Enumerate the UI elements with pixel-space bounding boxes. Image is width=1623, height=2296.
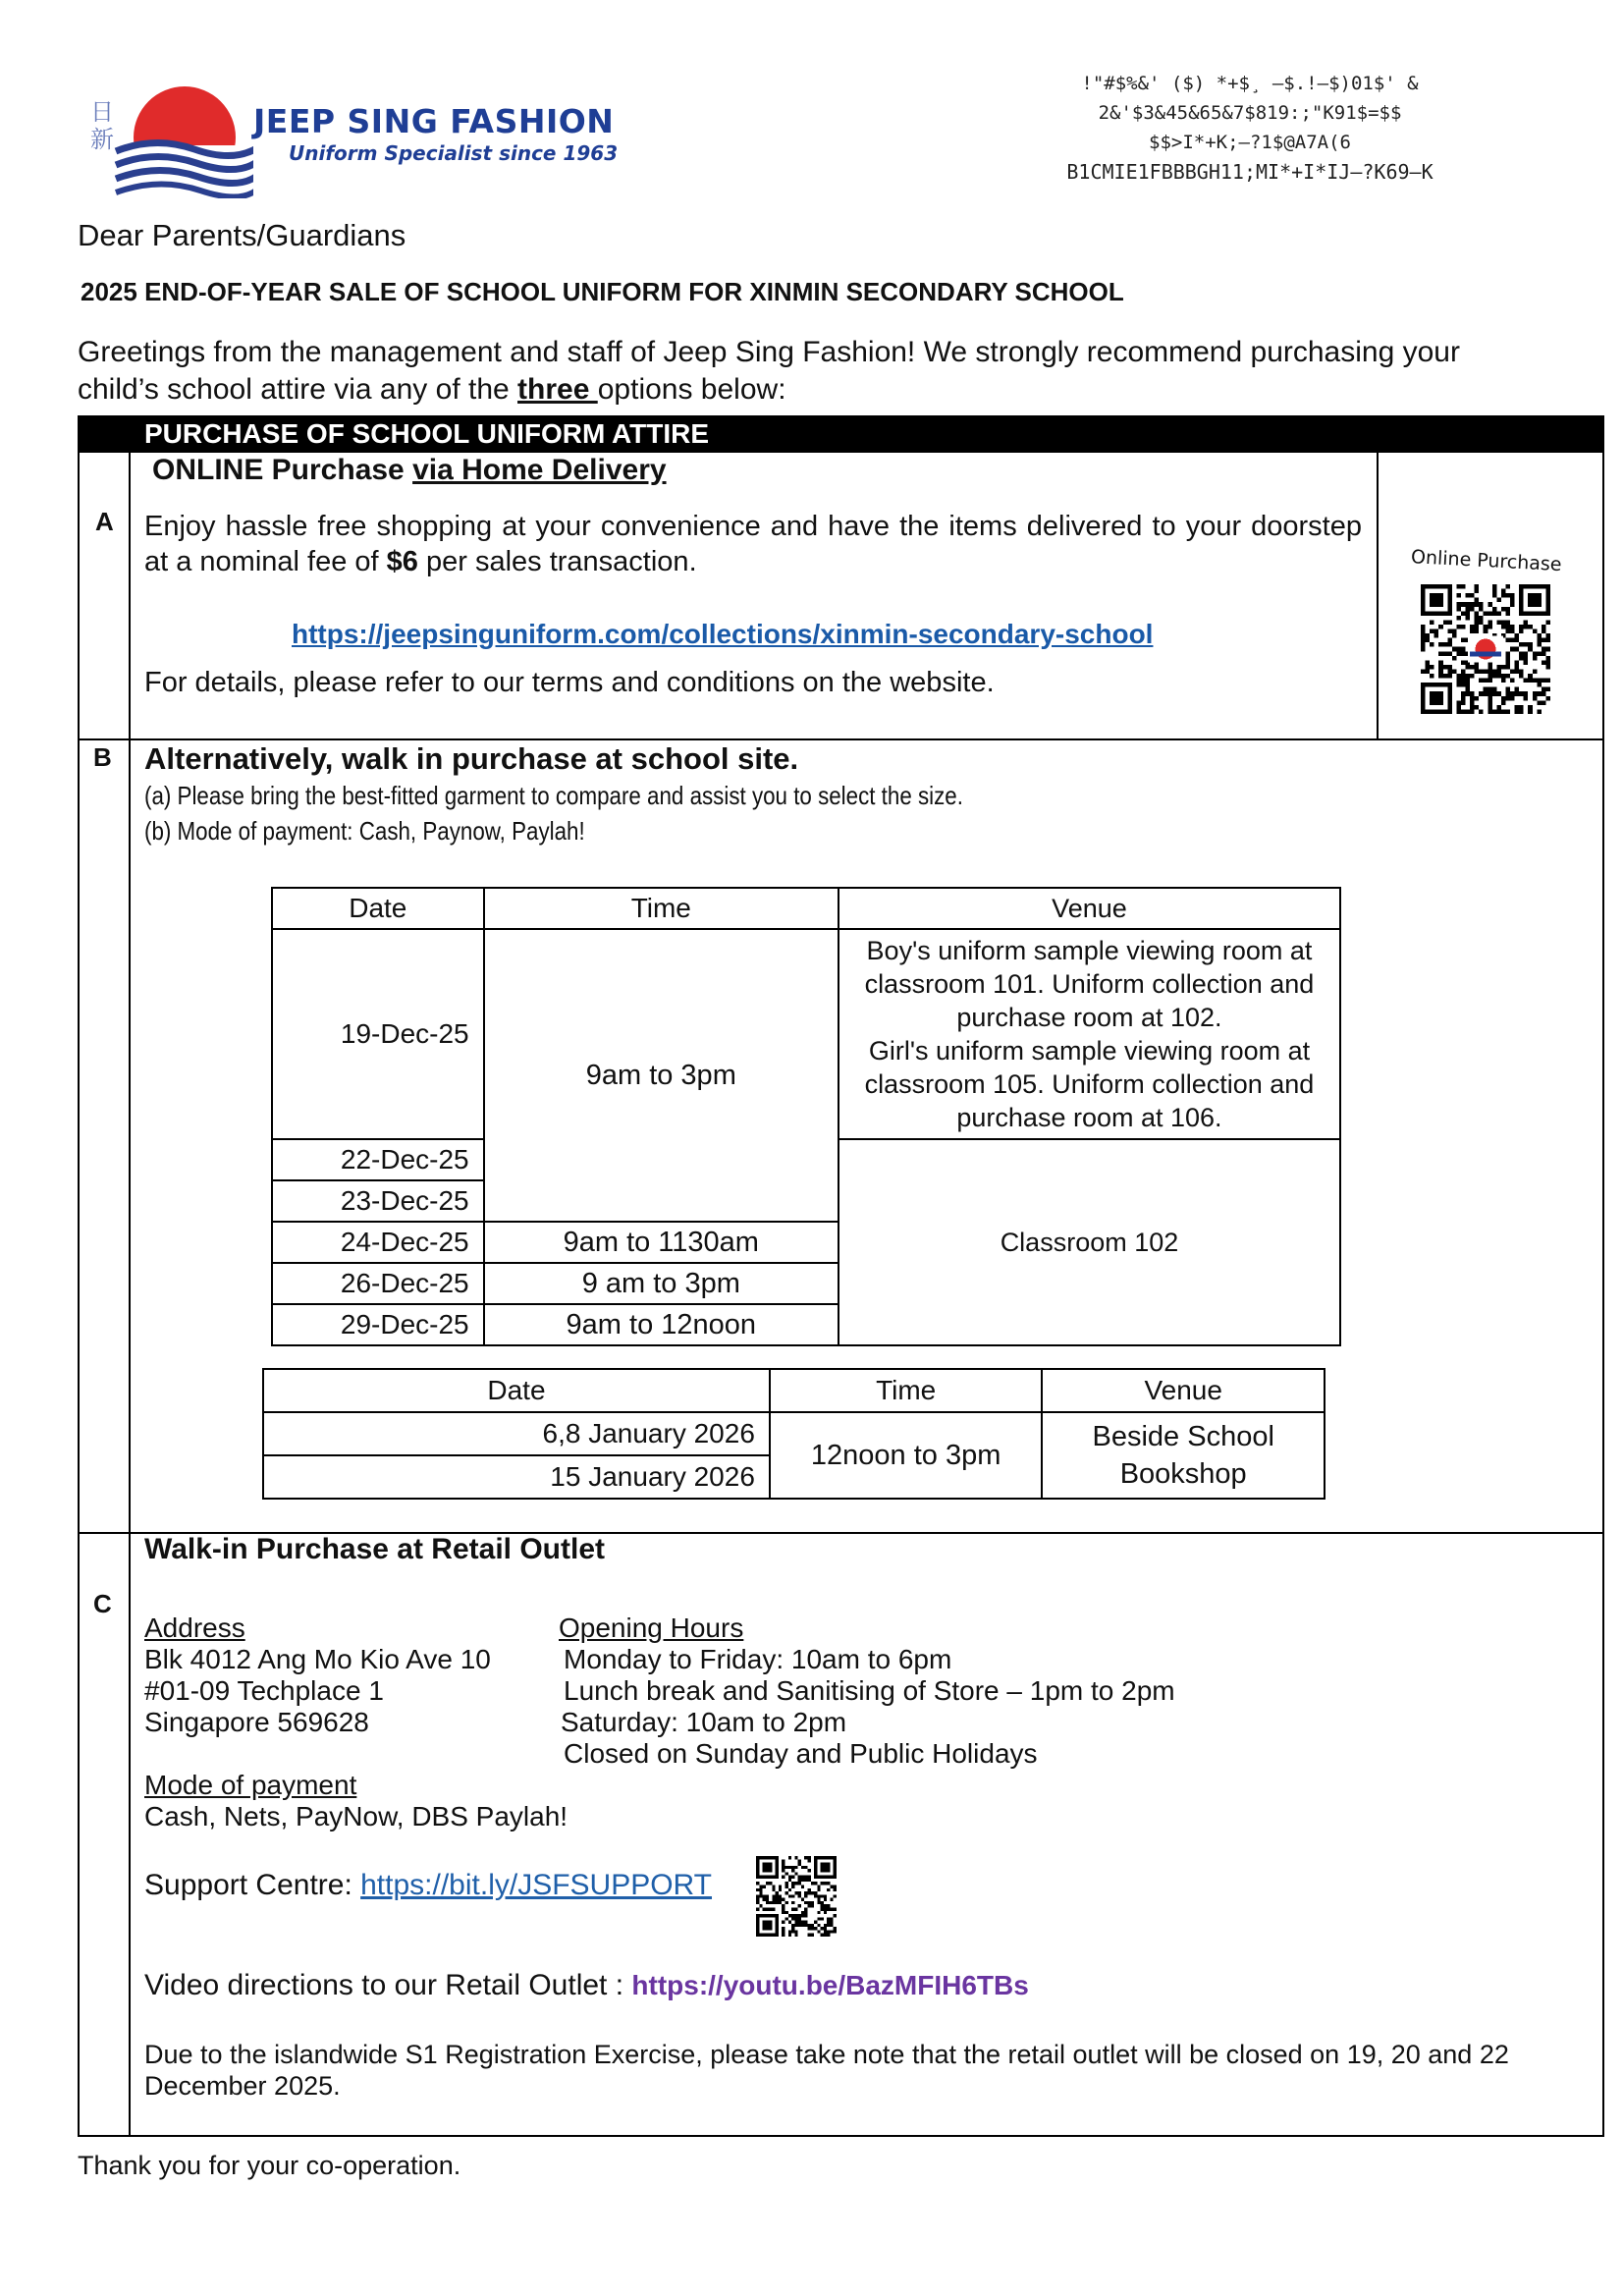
address-line: Singapore 569628	[144, 1707, 369, 1737]
venue-cell	[839, 929, 1340, 1139]
column-header: Date	[272, 888, 484, 929]
section-divider-ab	[78, 738, 1604, 740]
venue-line: Beside School	[1092, 1421, 1274, 1452]
time-cell: 9 am to 3pm	[484, 1263, 839, 1304]
time-cell: 9am to 12noon	[484, 1304, 839, 1345]
online-purchase-qr-code[interactable]	[1421, 584, 1550, 714]
school-site-schedule-table	[271, 887, 1341, 1346]
venue-line: purchase room at 106.	[956, 1103, 1222, 1132]
video-directions-line	[144, 1970, 1029, 2001]
intro-text: options below:	[597, 373, 786, 406]
section-a-letter: A	[95, 507, 114, 536]
section-header-title: PURCHASE OF SCHOOL UNIFORM ATTIRE	[144, 418, 710, 449]
column-header: Date	[263, 1369, 770, 1412]
section-b-title: Alternatively, walk in purchase at school site.	[144, 741, 799, 776]
date-cell: 26-Dec-25	[272, 1263, 484, 1304]
greeting: Dear Parents/Guardians	[78, 218, 406, 252]
section-a-details: For details, please refer to our terms and conditions on the website.	[144, 667, 995, 698]
time-cell: 9am to 1130am	[484, 1222, 839, 1263]
column-header: Venue	[839, 888, 1340, 929]
table-row	[263, 1412, 1325, 1455]
section-a-title	[152, 454, 667, 487]
venue-line: Bookshop	[1119, 1458, 1247, 1490]
opening-hours-line: Saturday: 10am to 2pm	[561, 1707, 847, 1737]
address-line: 2&'$3&45&65&7$819:;"K91$=$$	[1098, 102, 1402, 124]
address-line: !"#$%&' ($) *+$¸ –$.!–$)01$' &	[1081, 73, 1419, 94]
section-b-item: (b) Mode of payment: Cash, Paynow, Paylah!	[144, 816, 585, 846]
section-a-title-underlined: via Home Delivery	[412, 454, 667, 486]
venue-cell	[1042, 1412, 1325, 1499]
opening-hours-line: Lunch break and Sanitising of Store – 1pm to 2pm	[564, 1675, 1175, 1706]
logo-chinese-characters: 日新	[90, 98, 114, 153]
date-cell: 22-Dec-25	[272, 1139, 484, 1180]
intro-line-2	[78, 371, 1531, 409]
intro-paragraph	[78, 334, 1531, 409]
payment-methods: Cash, Nets, PayNow, DBS Paylah!	[144, 1801, 568, 1831]
letter-column-divider	[129, 453, 131, 2137]
address-line: #01-09 Techplace 1	[144, 1675, 384, 1706]
opening-hours-line: Closed on Sunday and Public Holidays	[564, 1738, 1038, 1769]
opening-hours-label: Opening Hours	[559, 1613, 744, 1643]
date-cell: 19-Dec-25	[272, 929, 484, 1139]
online-store-link[interactable]: https://jeepsinguniform.com/collections/xinmin-secondary-school	[292, 619, 1154, 649]
company-address-block	[995, 69, 1505, 187]
support-centre-line	[144, 1870, 712, 1901]
venue-line: Girl's uniform sample viewing room at	[868, 1036, 1311, 1066]
qr-online-label: Online Purchase	[1410, 546, 1563, 576]
section-b-item: (a) Please bring the best-fitted garment to compare and assist you to select the size.	[144, 781, 963, 810]
venue-line: purchase room at 102.	[956, 1003, 1222, 1032]
section-header-bar	[78, 415, 1604, 453]
table-header-row	[263, 1369, 1325, 1412]
qr-code-icon	[1421, 584, 1550, 714]
time-cell: 12noon to 3pm	[770, 1412, 1043, 1499]
column-header: Time	[484, 888, 839, 929]
address-label: Address	[144, 1613, 245, 1643]
venue-line: classroom 105. Uniform collection and	[864, 1069, 1315, 1099]
section-a-text: per sales transaction.	[417, 546, 697, 577]
qr-code-icon	[756, 1856, 837, 1937]
venue-line: Boy's uniform sample viewing room at	[866, 936, 1313, 965]
delivery-fee: $6	[386, 546, 418, 577]
section-b-letter: B	[93, 742, 112, 772]
closing-thanks: Thank you for your co-operation.	[78, 2151, 461, 2180]
video-directions-link[interactable]: https://youtu.be/BazMFIH6TBs	[631, 1970, 1029, 2000]
table-header-row	[272, 888, 1340, 929]
time-cell: 9am to 3pm	[484, 929, 839, 1222]
payment-label: Mode of payment	[144, 1770, 357, 1800]
logo-company-name: JEEP SING FASHION	[253, 102, 615, 140]
section-c-title: Walk-in Purchase at Retail Outlet	[144, 1533, 605, 1565]
intro-emphasis: three	[517, 373, 598, 406]
opening-hours-line: Monday to Friday: 10am to 6pm	[564, 1644, 952, 1674]
column-header: Time	[770, 1369, 1043, 1412]
company-logo	[86, 81, 619, 198]
venue-line: classroom 101. Uniform collection and	[864, 969, 1315, 999]
section-c-letter: C	[93, 1589, 112, 1618]
date-cell: 23-Dec-25	[272, 1180, 484, 1222]
date-cell: 6,8 January 2026	[263, 1412, 770, 1455]
january-schedule-table	[262, 1368, 1325, 1500]
date-cell: 15 January 2026	[263, 1455, 770, 1499]
section-a-description	[144, 509, 1362, 579]
table-row	[272, 929, 1340, 1139]
support-centre-link[interactable]: https://bit.ly/JSFSUPPORT	[360, 1869, 713, 1901]
letter-heading: 2025 END-OF-YEAR SALE OF SCHOOL UNIFORM FOR XINMIN SECONDARY SCHOOL	[81, 277, 1124, 306]
intro-line-1: Greetings from the management and staff of Jeep Sing Fashion! We strongly recommend purchasing your	[78, 336, 1460, 368]
support-qr-code[interactable]	[756, 1856, 837, 1937]
column-header: Venue	[1042, 1369, 1325, 1412]
section-a-text: Enjoy hassle free shopping at your convenience and have the items delivered to your doorstep at a nominal fee of	[144, 511, 1362, 577]
address-line: B1CMIE1FBBBGH11;MI*+I*IJ–?K69–K	[1066, 160, 1434, 184]
address-line: $$>I*+K;–?1$@A7A(6	[1149, 132, 1351, 153]
date-cell: 29-Dec-25	[272, 1304, 484, 1345]
closure-notice: Due to the islandwide S1 Registration Exercise, please take note that the retail outlet will be closed on 19, 20 and 22 December 2025.	[144, 2040, 1509, 2101]
venue-cell: Classroom 102	[839, 1139, 1340, 1345]
video-label: Video directions to our Retail Outlet :	[144, 1969, 632, 2001]
support-label: Support Centre:	[144, 1869, 361, 1901]
intro-text: child’s school attire via any of the	[78, 373, 518, 406]
qr-column-divider	[1377, 453, 1379, 739]
date-cell: 24-Dec-25	[272, 1222, 484, 1263]
section-a-title-text: ONLINE Purchase	[152, 454, 413, 486]
logo-tagline: Uniform Specialist since 1963	[289, 141, 619, 165]
address-line: Blk 4012 Ang Mo Kio Ave 10	[144, 1644, 491, 1674]
